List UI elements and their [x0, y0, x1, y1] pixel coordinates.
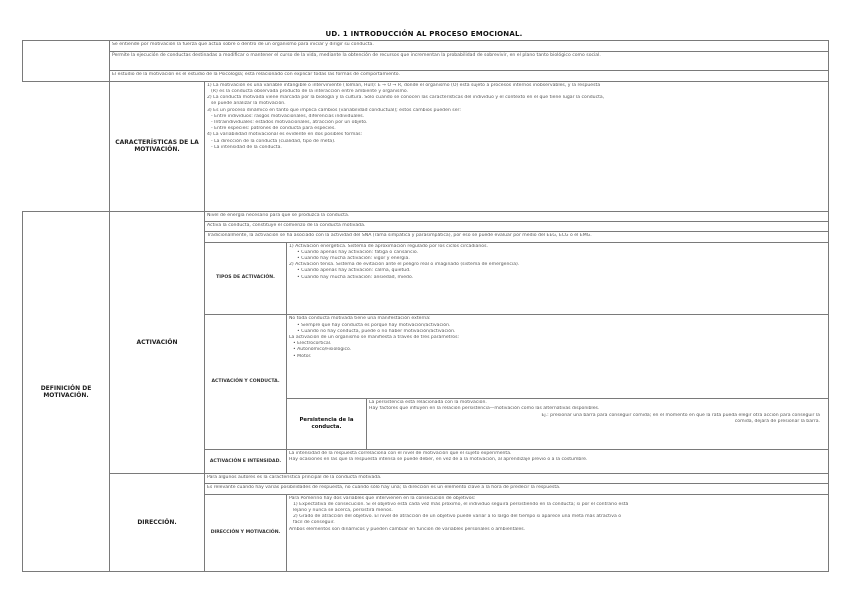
caracteristicas-content: 1) La motivación es una variable intangible o interviniente (Tolman, Hull): E → O → R, donde el organismo (O) está sujeto a procesos internos inobservables, y la respuesta (R) es la conducta observada producto de la interacción entre ambiente y organismo. 2) La conducta motivada viene marcada por la biología y la cultura. Sólo cuando se conocen las características del individuo y el contexto en el que tiene lugar la conducta, se puede analizar la motivación. 3) Es un proceso dinámico en tanto que implica cambios (variabilidad conductual); estos cambios pueden ser: - Entre individuos: rasgos motivacionales, diferencias individuales. - Intraindividuales: estados motivacionales, atracción por un objeto. - Entre especies: patrones de conducta para especies. 4) La variabilidad motivacional es evidente en dos posibles formas: - La dirección de la conducta (cualidad, tipo de meta). - La intensidad de la conducta.	[205, 81, 829, 211]
intro-line-3: El estudio de la motivación es el estudio de la Psicología; está relacionado con explicar todas las formas de comportamiento.	[110, 70, 829, 81]
direccion-label: DIRECCIÓN.	[110, 474, 205, 572]
activacion-intro-1: Nivel de energía necesario para que se produzca la conducta.	[205, 212, 829, 222]
blank-left-cell	[23, 81, 110, 211]
activacion-intro-2: Activa la conducta, constituye el comienzo de la conducta motivada.	[205, 222, 829, 232]
direccion-intro-2: Es relevante cuando hay varias posibilidades de respuesta, no cuando sólo hay una; la dirección es un elemento clave a la hora de predecir la respuesta.	[205, 484, 829, 494]
document-title: UD. 1 INTRODUCCIÓN AL PROCESO EMOCIONAL.	[325, 30, 523, 38]
persistencia-label: Persistencia de la conducta.	[287, 399, 367, 450]
tipos-activacion-label: TIPOS DE ACTIVACIÓN.	[205, 242, 287, 315]
activacion-conducta-content: No toda conducta motivada tiene una manifestación externa: • Siempre que hay conducta es porque hay motivación/activación. • Cuando no hay conducta, puede o no haber motivación/activación. La activación de un organismo se manifiesta a través de tres parámetros: • Electrocortical. • Autonómico/Fisiológico. • Motor.	[287, 315, 829, 399]
activacion-label: ACTIVACIÓN	[110, 212, 205, 474]
tipos-activacion-content: 1) Activación energética. Sistema de aproximación regulado por los ciclos circadianos. • Cuando apenas hay activación: fatiga o cansancio. • Cuando hay mucha activación: vigor y energía. 2) Activación tensa. Sistema de evitación ante el peligro real o imaginado (sistema de emergencia). • Cuando apenas hay activación: calma, quietud. • Cuando hay mucha activación: ansiedad, miedo.	[287, 242, 829, 315]
blank-left-header	[23, 41, 110, 82]
direccion-motivacion-label: DIRECCIÓN Y MOTIVACIÓN.	[205, 494, 287, 571]
definicion-label: DEFINICIÓN DE MOTIVACIÓN.	[23, 212, 110, 572]
activacion-intensidad-content: La intensidad de la respuesta correlaciona con el nivel de motivación que el sujeto experimenta. Hay ocasiones en las que la respuesta intensa se puede deber, en vez de a la motivación, al aprendizaje previo o a la costumbre.	[287, 450, 829, 474]
persistencia-content: La persistencia está relacionada con la motivación. Hay factores que influyen en la relación persistencia—motivación como las alternativas disponibles. Ej.: presionar una barra para conseguir comida; en el momento en que la rata pueda elegir otra acción para conseguir la comida, dejará de presionar la barra.	[367, 399, 829, 450]
activacion-conducta-label: ACTIVACIÓN Y CONDUCTA.	[205, 315, 287, 450]
activacion-intensidad-label: ACTIVACIÓN E INTENSIDAD.	[205, 450, 287, 474]
summary-table	[22, 40, 829, 572]
direccion-motivacion-content: Para Pomerino hay dos variables que intervienen en la consecución de objetivos: 1) Expectativa de consecución. Si el objetivo está cada vez más próximo, el individuo seguirá persistiendo en la conducta; si por el contrario está lejano y nunca se acerca, persistirá menos. 2) Grado de atracción del objetivo. El nivel de atracción de un objetivo puede variar a lo largo del tiempo si aparece una meta más atractiva o fácil de conseguir. Ambos elementos son dinámicos y pueden cambiar en función de variables personales o ambientales.	[287, 494, 829, 571]
activacion-intro-3: Tradicionalmente, la activación se ha asociado con la actividad del SNA (rama simpática y parasimpática), por eso se puede evaluar por medio del EEG, ECG o el EMG.	[205, 232, 829, 242]
intro-line-1: Se entiende por motivación la fuerza que actúa sobre o dentro de un organismo para iniciar y dirigir su conducta.	[110, 41, 829, 52]
direccion-intro-1: Para algunos autores es la característica principal de la conducta motivada.	[205, 474, 829, 484]
caracteristicas-label: CARACTERÍSTICAS DE LA MOTIVACIÓN.	[110, 81, 205, 211]
intro-line-2: Permite la ejecución de conductas destinadas a modificar o mantener el curso de la vida, mediante la obtención de recursos que incrementan la probabilidad de sobrevivir, en el plano tanto biológico como social.	[110, 52, 829, 71]
